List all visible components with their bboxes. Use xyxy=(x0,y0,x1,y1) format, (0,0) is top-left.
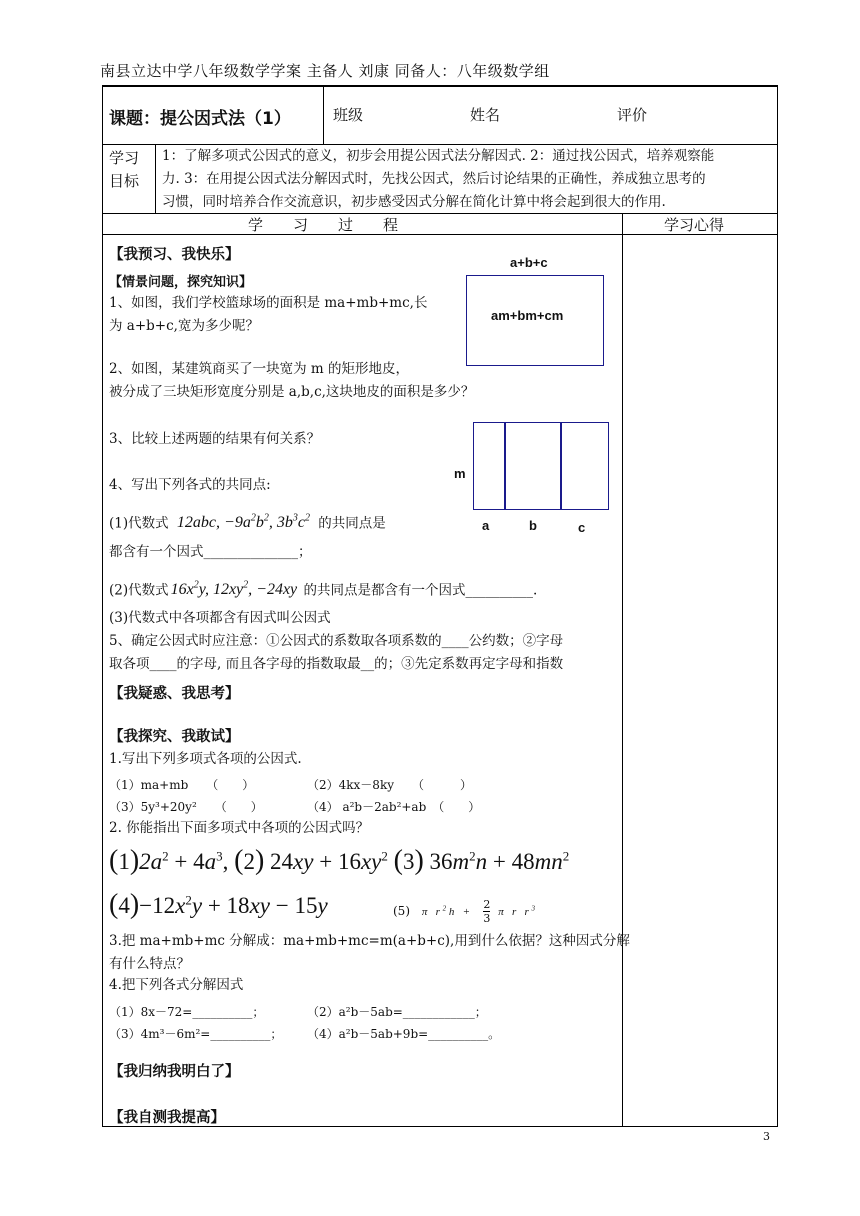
figure2-label-c: c xyxy=(578,520,586,535)
question-4-1: (1)代数式 12abc, $-9a^2b^2$, $3b^3c^2$ 的共同点是 xyxy=(109,513,386,532)
page-header: 南县立达中学八年级数学学案 主备人 刘康 同备人：八年级数学组 xyxy=(100,62,550,80)
name-label: 姓名 xyxy=(470,106,501,124)
question-3: 3、比较上述两题的结果有何关系？ xyxy=(109,431,321,447)
figure2-rectangle xyxy=(473,422,609,510)
column-notes: 学习心得 xyxy=(664,216,725,234)
section-preview-heading: 【我预习、我快乐】 xyxy=(109,247,240,263)
question-2: 2、如图，某建筑商买了一块宽为 m 的矩形地皮， 被分成了三块矩形宽度分别是 a,b,c,这块地皮的面积是多少？ xyxy=(109,361,475,400)
explore-p4: 4.把下列各式分解因式 xyxy=(109,977,244,993)
page-number: 3 xyxy=(763,1130,770,1143)
explore-p4-b: （2）a²b－5ab=____________； xyxy=(307,1005,487,1019)
col-divider-title xyxy=(323,86,324,144)
question-1: 1、如图，我们学校篮球场的面积是 ma+mb+mc,长 为 a+b+c,宽为多少呢？ xyxy=(109,295,428,334)
figure1-top-label: a+b+c xyxy=(510,255,548,270)
figure2-side-label: m xyxy=(454,466,466,481)
class-label: 班级 xyxy=(333,106,364,124)
question-4-1-line2: 都含有一个因式______________； xyxy=(109,544,312,560)
section-selftest-heading: 【我自测我提高】 xyxy=(109,1110,225,1126)
explore-p2: 2. 你能指出下面多项式中各项的公因式吗？ xyxy=(109,820,370,836)
figure1-inner-label: am+bm+cm xyxy=(491,308,564,323)
expression-4-1: 12abc, $-9a^2b^2$, $3b^3c^2$ xyxy=(176,513,310,532)
expression-4-2: $16x^2y$, $12xy^2$, −24xy xyxy=(170,580,298,599)
explore-p2-expressions-line1: $(1)2a^2 + 4a^3$, (2) $24xy + 16xy^2$ (3) $36m^2n + 48mn^2$ xyxy=(109,845,570,876)
goals-label: 学习 目标 xyxy=(109,149,140,190)
question-4-2: (2)代数式 $16x^2y$, $12xy^2$, −24xy 的共同点是都含有一个因式__________. xyxy=(109,580,538,599)
explore-p1-c: （3）5y³+20y² （ ） xyxy=(109,800,263,814)
question-4: 4、写出下列各式的共同点: xyxy=(109,477,271,493)
section-explore-heading: 【我探究、我敢试】 xyxy=(109,729,240,745)
question-4-3: (3)代数式中各项都含有因式叫公因式 xyxy=(109,610,331,626)
column-process: 学 习 过 程 xyxy=(248,216,399,234)
col-divider-goals xyxy=(155,144,156,213)
table-border-left xyxy=(102,85,103,1127)
explore-p3: 3.把 ma+mb+mc 分解成：ma+mb+mc=m(a+b+c),用到什么依据？这种因式分解 有什么特点？ xyxy=(109,933,630,972)
figure2-label-a: a xyxy=(482,518,490,533)
table-border-top xyxy=(102,85,778,87)
explore-p4-d: （4）a²b－5ab+9b=__________。 xyxy=(307,1027,501,1041)
explore-p1: 1.写出下列多项式各项的公因式. xyxy=(109,751,302,767)
section-think-heading: 【我疑惑、我思考】 xyxy=(109,686,240,702)
explore-p1-a: （1）ma+mb （ ） xyxy=(109,778,255,792)
explore-p2-expressions-line2: $(4)-12x^2y + 18xy - 15y$ xyxy=(109,889,328,920)
goals-text: 1：了解多项式公因式的意义，初步会用提公因式法分解因式. 2：通过找公因式，培养观察能 力. 3：在用提公因式法分解因式时，先找公因式，然后讨论结果的正确性，养成独立思考的 习惯，同时培养合作交流意识，初步感受因式分解在简化计算中将会起到很大的作用. xyxy=(162,148,715,210)
explore-p1-d: （4） a²b－2ab²+ab （ ） xyxy=(307,800,481,814)
explore-p2-item5: (5) π r $^2$ h + $\frac{2}{3}$ π r r $^3$ xyxy=(393,898,536,925)
figure2-divider-2 xyxy=(560,422,562,510)
table-border-right xyxy=(777,85,778,1127)
evaluation-label: 评价 xyxy=(617,106,648,124)
lesson-title: 课题：提公因式法（1） xyxy=(109,109,291,129)
explore-p4-a: （1）8x－72=__________； xyxy=(109,1005,265,1019)
explore-p4-c: （3）4m³－6m²=__________； xyxy=(109,1027,283,1041)
figure2-divider-1 xyxy=(504,422,506,510)
section-summary-heading: 【我归纳我明白了】 xyxy=(109,1064,240,1080)
figure2-label-b: b xyxy=(529,518,537,533)
explore-p1-b: （2）4kx－8ky （ ） xyxy=(307,778,472,792)
question-5: 5、确定公因式时应注意：①公因式的系数取各项系数的____公约数；②字母 取各项____的字母, 而且各字母的指数取最__的；③先定系数再定字母和指数 xyxy=(109,633,564,672)
col-divider-notes xyxy=(622,213,623,1126)
section-scenario-heading: 【情景问题，探究知识】 xyxy=(109,275,253,290)
